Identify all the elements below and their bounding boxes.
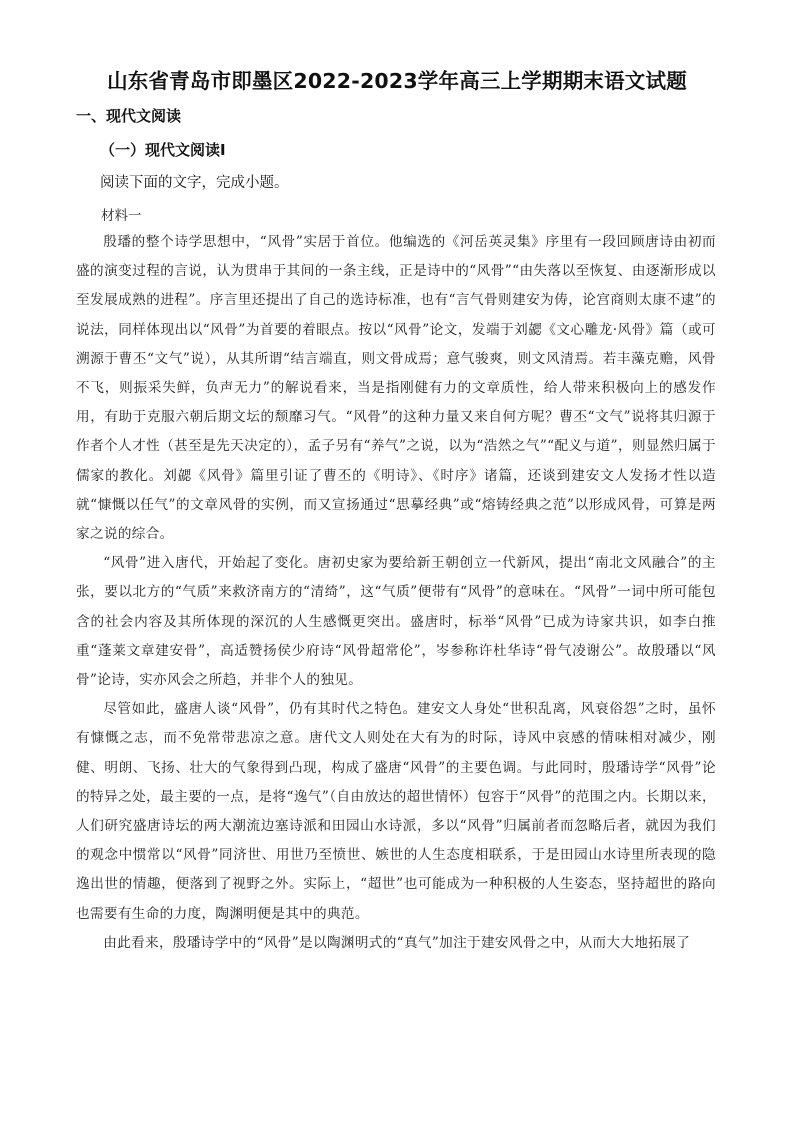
paragraph-1: 殷璠的整个诗学思想中，“风骨”实居于首位。他编选的《河岳英灵集》序里有一段回顾唐诗由初而盛的演变过程的言说，认为贯串于其间的一条主线，正是诗中的“风骨”“由失落以至恢复、由逐渐形成以至发展成熟的进程”。序言里还提出了自己的选诗标准，也有“言气骨则建安为俦，论宫商则太康不逮”的说法，同样体现出以“风骨”为首要的着眼点。按以“风骨”论文，发端于刘勰《文心雕龙·风骨》篇（或可溯源于曹丕“文气”说），从其所谓“结言端直，则文骨成焉；意气骏爽，则文风清焉。若丰藻克赡，风骨不飞，则振采失鲜，负声无力”的解说看来，当是指刚健有力的文章质性，给人带来积极向上的感发作用，有助于克服六朝后期文坛的颓靡习气。“风骨”的这种力量又来自何方呢？曹丕“文气”说将其归源于作者个人才性（甚至是先天决定的），孟子另有“养气”之说，以为“浩然之气”“配义与道”，则显然归属于儒家的教化。刘勰《风骨》篇里引证了曹丕的《明诗》、《时序》诸篇，还谈到建安文人发扬才性以造就“慷慨以任气”的文章风骨的实例，而又宣扬通过“思摹经典”或“熔铸经典之范”以形成风骨，可算是两家之说的综合。 (76, 234, 716, 543)
passage-body (76, 228, 716, 958)
paragraph-2: “风骨”进入唐代，开始起了变化。唐初史家为要给新王朝创立一代新风，提出“南北文风融合”的主张，要以北方的“气质”来救济南方的“清绮”，这“气质”便带有“风骨”的意味在。“风骨”一词中所可能包含的社会内容及其所体现的深沉的人生感慨更突出。盛唐时，标举“风骨”已成为诗家共识，如李白推重“蓬莱文章建安骨”，高适赞扬侯少府诗“风骨超常伦”，岑参称许杜华诗“骨气凌谢公”。故殷璠以“风骨”论诗，实亦风会之所趋，并非个人的独见。 (76, 555, 716, 689)
paragraph-4: 由此看来，殷璠诗学中的“风骨”是以陶渊明式的“真气”加注于建安风骨之中，从而大大地拓展了 (103, 934, 691, 951)
material-label: 材料一 (101, 208, 142, 224)
subsection-heading-reading-1: （一）现代文阅读Ⅰ (100, 141, 226, 159)
reading-instruction: 阅读下面的文字，完成小题。 (100, 175, 289, 191)
section-heading-modern-reading: 一、现代文阅读 (76, 107, 182, 125)
document-title: 山东省青岛市即墨区2022-2023学年高三上学期期末语文试题 (107, 69, 687, 93)
paragraph-3: 尽管如此，盛唐人谈“风骨”，仍有其时代之特色。建安文人身处“世积乱离，风衰俗怨”之时，虽怀有慷慨之志，而不免常带悲凉之意。唐代文人则处在大有为的时际，诗风中哀感的情味相对减少，刚健、明朗、飞扬、壮大的气象得到凸现，构成了盛唐“风骨”的主要色调。与此同时，殷璠诗学“风骨”论的特异之处，最主要的一点，是将“逸气”（自由放达的超世情怀）包容于“风骨”的范围之内。长期以来，人们研究盛唐诗坛的两大潮流边塞诗派和田园山水诗派，多以“风骨”归属前者而忽略后者，就因为我们的观念中惯常以“风骨”同济世、用世乃至愤世、嫉世的人生态度相联系，于是田园山水诗里所表现的隐逸出世的情趣，便落到了视野之外。实际上，“超世”也可能成为一种积极的人生姿态，坚持超世的路向也需要有生命的力度，陶渊明便是其中的典范。 (76, 701, 716, 922)
